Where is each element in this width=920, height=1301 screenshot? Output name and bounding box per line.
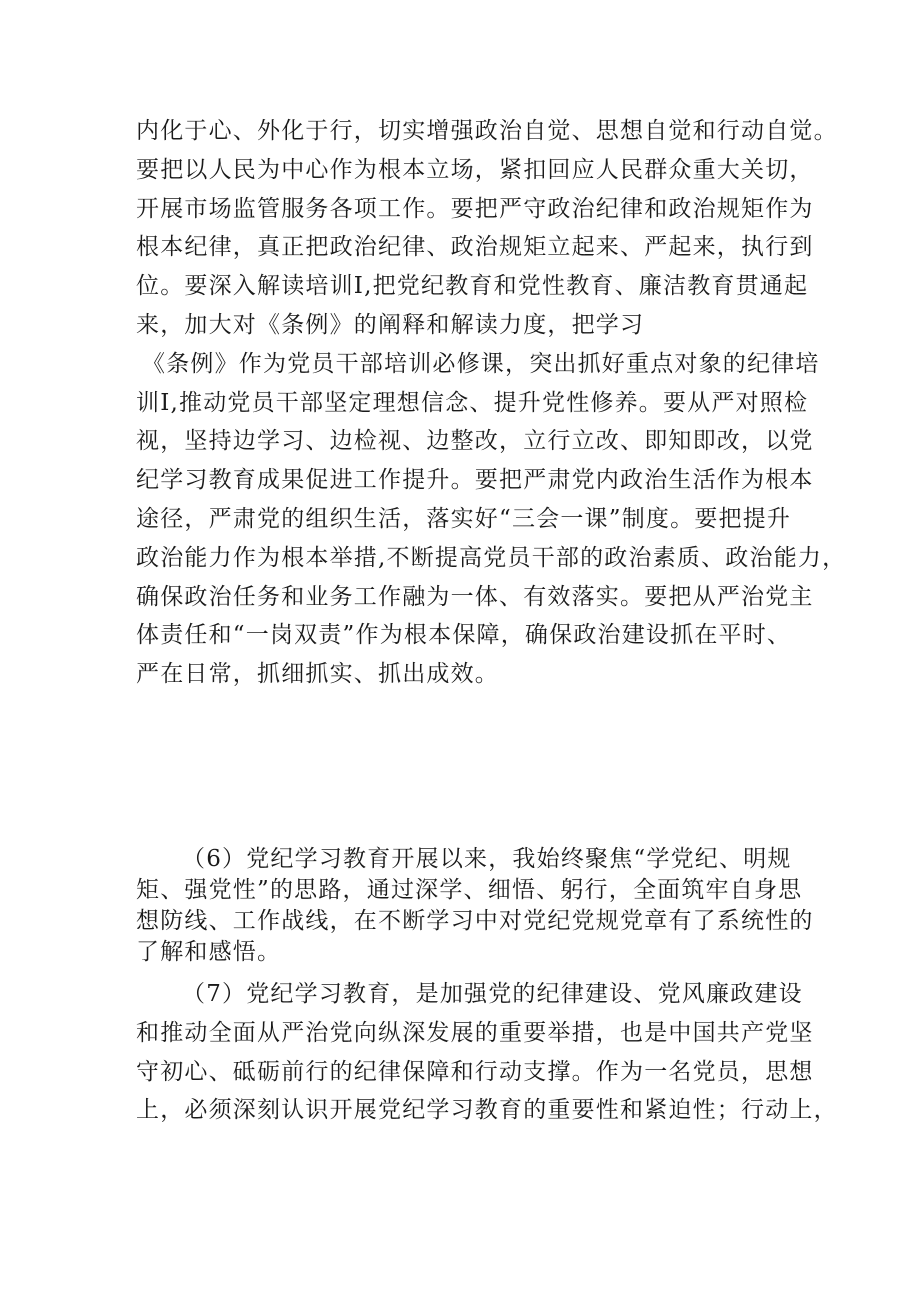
text-line: 纪学习教育成果促进工作提升。要把严肃党内政治生活作为根本: [136, 467, 814, 494]
text-line: 体责任和“一岗双责”作为根本保障，确保政治建设抓在平时、: [136, 622, 792, 649]
text-line: 了解和感悟。: [136, 939, 282, 965]
text-line: 矩、强党性”的思路，通过深学、细悟、躬行，全面筑牢自身思: [136, 877, 803, 903]
text-line: 位。要深入解读培训I,把党纪教育和党性教育、廉洁教育贯通起: [136, 273, 809, 300]
text-line: 途径，严肃党的组织生活，落实好“三会一课”制度。要把提升: [136, 505, 792, 532]
paragraph-6: [136, 844, 814, 968]
text-line: 确保政治任务和业务工作融为一体、有效落实。要把从严治党主: [136, 583, 814, 610]
text-line: （6）党纪学习教育开展以来，我始终聚焦“学党纪、明规: [182, 846, 792, 872]
text-line: 守初心、砥砺前行的纪律保障和行动支撑。作为一名党员，思想: [136, 1058, 814, 1085]
paragraph-continued: [136, 112, 847, 694]
text-line: 开展市场监管服务各项工作。要把严守政治纪律和政治规矩作为: [136, 195, 814, 222]
text-line: 想防线、工作战线，在不断学习中对党纪党规党章有了系统性的: [136, 908, 814, 934]
text-line: 根本纪律，真正把政治纪律、政治规矩立起来、严起来，执行到: [136, 234, 814, 261]
text-line: 政治能力作为根本举措,不断提高党员干部的政治素质、政治能力，: [136, 544, 847, 571]
text-line: 视，坚持边学习、边检视、边整改，立行立改、即知即改，以党: [136, 428, 814, 455]
text-line: （7）党纪学习教育，是加强党的纪律建设、党风廉政建设: [182, 981, 803, 1007]
text-line: 要把以人民为中心作为根本立场，紧扣回应人民群众重大关切，: [136, 156, 814, 183]
text-line: 来，加大对《条例》的阐释和解读力度，把学习: [136, 311, 645, 338]
text-line: 训I,推动党员干部坚定理想信念、提升党性修养。要从严对照检: [136, 389, 809, 416]
text-line: 上，必须深刻认识开展党纪学习教育的重要性和紧迫性；行动上，: [136, 1097, 838, 1124]
text-line: 内化于心、外化于行，切实增强政治自觉、思想自觉和行动自觉。: [136, 118, 838, 144]
text-line: 和推动全面从严治党向纵深发展的重要举措，也是中国共产党坚: [136, 1019, 814, 1046]
paragraph-7: [136, 975, 838, 1130]
text-line: 《条例》作为党员干部培训必修课，突出抓好重点对象的纪律培: [142, 350, 820, 377]
text-line: 严在日常，抓细抓实、抓出成效。: [136, 661, 499, 688]
